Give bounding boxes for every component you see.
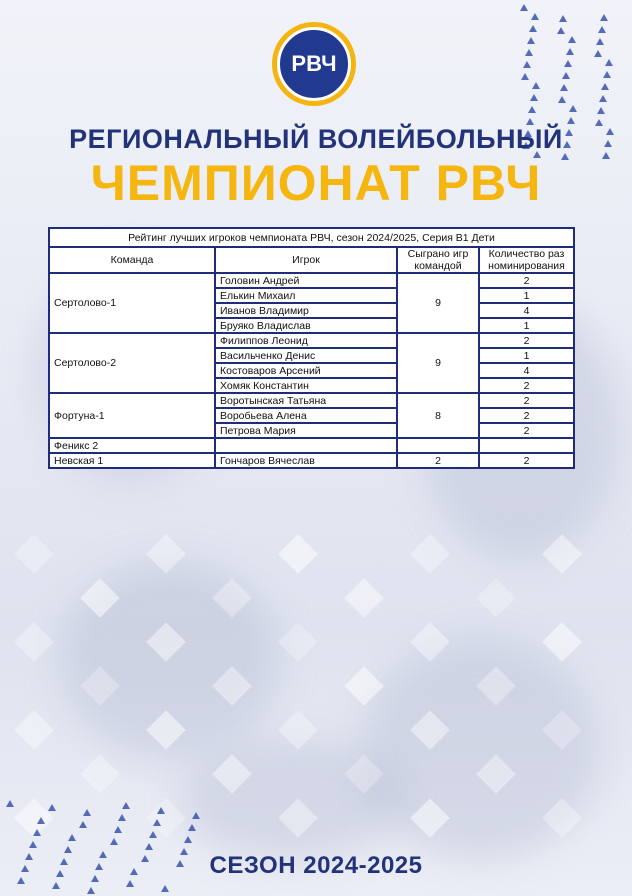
background-triangle bbox=[605, 59, 613, 66]
background-triangle bbox=[37, 817, 45, 824]
team-name: Невская 1 bbox=[49, 453, 215, 468]
background-triangle bbox=[525, 49, 533, 56]
games-played: 8 bbox=[397, 393, 479, 438]
background-triangle bbox=[145, 843, 153, 850]
background-triangle bbox=[557, 27, 565, 34]
background-triangle bbox=[601, 83, 609, 90]
background-triangle bbox=[531, 13, 539, 20]
table-row bbox=[49, 438, 574, 453]
games-played bbox=[397, 438, 479, 453]
background-triangle bbox=[560, 84, 568, 91]
nomination-count: 2 bbox=[479, 423, 574, 438]
player-name: Воробьева Алена bbox=[215, 408, 397, 423]
rating-table bbox=[48, 227, 575, 469]
rvch-logo bbox=[272, 22, 356, 106]
background-triangle bbox=[149, 831, 157, 838]
background-triangle bbox=[568, 36, 576, 43]
background-triangle bbox=[603, 71, 611, 78]
background-triangle bbox=[153, 819, 161, 826]
header-games: Сыграно игр командой bbox=[397, 247, 479, 273]
background-triangle bbox=[559, 15, 567, 22]
background-triangle bbox=[562, 72, 570, 79]
background-triangle bbox=[558, 96, 566, 103]
background-triangle bbox=[600, 14, 608, 21]
player-name: Бруяко Владислав bbox=[215, 318, 397, 333]
title-line-1: РЕГИОНАЛЬНЫЙ ВОЛЕЙБОЛЬНЫЙ bbox=[69, 124, 563, 154]
background-diamond bbox=[278, 534, 318, 574]
nomination-count: 4 bbox=[479, 303, 574, 318]
background-triangle bbox=[110, 838, 118, 845]
background-triangle bbox=[161, 885, 169, 892]
background-triangle bbox=[114, 826, 122, 833]
nomination-count: 1 bbox=[479, 318, 574, 333]
background-triangle bbox=[532, 82, 540, 89]
background-diamond bbox=[80, 754, 120, 794]
nomination-count: 2 bbox=[479, 273, 574, 288]
background-triangle bbox=[29, 841, 37, 848]
games-played: 2 bbox=[397, 453, 479, 468]
background-triangle bbox=[48, 804, 56, 811]
background-triangle bbox=[528, 106, 536, 113]
player-name bbox=[215, 438, 397, 453]
background-triangle bbox=[520, 4, 528, 11]
team-name: Сертолово-2 bbox=[49, 333, 215, 393]
nomination-count: 1 bbox=[479, 288, 574, 303]
table-row bbox=[49, 393, 574, 408]
games-played: 9 bbox=[397, 333, 479, 393]
nomination-count: 2 bbox=[479, 453, 574, 468]
background-triangle bbox=[122, 802, 130, 809]
nomination-count: 2 bbox=[479, 333, 574, 348]
background-triangle bbox=[126, 880, 134, 887]
background-triangle bbox=[83, 809, 91, 816]
background-triangle bbox=[597, 107, 605, 114]
background-triangle bbox=[184, 836, 192, 843]
background-triangle bbox=[68, 834, 76, 841]
background-diamond bbox=[410, 534, 450, 574]
table-row bbox=[49, 273, 574, 288]
player-name: Головин Андрей bbox=[215, 273, 397, 288]
background-triangle bbox=[596, 38, 604, 45]
background-triangle bbox=[598, 26, 606, 33]
background-triangle bbox=[79, 821, 87, 828]
player-name: Филиппов Леонид bbox=[215, 333, 397, 348]
background-diamond bbox=[14, 534, 54, 574]
header-player: Игрок bbox=[215, 247, 397, 273]
player-name: Гончаров Вячеслав bbox=[215, 453, 397, 468]
background-triangle bbox=[566, 48, 574, 55]
title-line-2: ЧЕМПИОНАТ РВЧ bbox=[90, 155, 542, 211]
player-name: Петрова Мария bbox=[215, 423, 397, 438]
header-count: Количество раз номинирования bbox=[479, 247, 574, 273]
nomination-count: 2 bbox=[479, 408, 574, 423]
background-triangle bbox=[530, 94, 538, 101]
background-diamond bbox=[278, 622, 318, 662]
background-triangle bbox=[527, 37, 535, 44]
background-triangle bbox=[52, 882, 60, 889]
team-name: Феникс 2 bbox=[49, 438, 215, 453]
background-diamond bbox=[14, 710, 54, 750]
header-team: Команда bbox=[49, 247, 215, 273]
background-diamond bbox=[14, 622, 54, 662]
background-triangle bbox=[567, 117, 575, 124]
nomination-count bbox=[479, 438, 574, 453]
background-triangle bbox=[599, 95, 607, 102]
background-triangle bbox=[594, 50, 602, 57]
logo-inner bbox=[277, 27, 351, 101]
background-triangle bbox=[188, 824, 196, 831]
team-name: Сертолово-1 bbox=[49, 273, 215, 333]
background-diamond bbox=[542, 622, 582, 662]
table-row bbox=[49, 333, 574, 348]
nomination-count: 2 bbox=[479, 378, 574, 393]
background-triangle bbox=[192, 812, 200, 819]
background-triangle bbox=[564, 60, 572, 67]
nomination-count: 2 bbox=[479, 393, 574, 408]
player-name: Елькин Михаил bbox=[215, 288, 397, 303]
background-triangle bbox=[529, 25, 537, 32]
player-name: Васильченко Денис bbox=[215, 348, 397, 363]
logo-text: РВЧ bbox=[291, 51, 337, 76]
background-triangle bbox=[33, 829, 41, 836]
background-triangle bbox=[6, 800, 14, 807]
background-triangle bbox=[87, 887, 95, 894]
games-played: 9 bbox=[397, 273, 479, 333]
player-name: Хомяк Константин bbox=[215, 378, 397, 393]
table-row bbox=[49, 453, 574, 468]
table-caption: Рейтинг лучших игроков чемпионата РВЧ, сезон 2024/2025, Серия B1 Дети bbox=[49, 228, 574, 247]
background-triangle bbox=[118, 814, 126, 821]
background-triangle bbox=[569, 105, 577, 112]
nomination-count: 1 bbox=[479, 348, 574, 363]
player-name: Воротынская Татьяна bbox=[215, 393, 397, 408]
player-name: Иванов Владимир bbox=[215, 303, 397, 318]
background-triangle bbox=[523, 61, 531, 68]
season-label: СЕЗОН 2024-2025 bbox=[209, 852, 423, 879]
team-name: Фортуна-1 bbox=[49, 393, 215, 438]
background-triangle bbox=[521, 73, 529, 80]
player-name: Костоваров Арсений bbox=[215, 363, 397, 378]
nomination-count: 4 bbox=[479, 363, 574, 378]
background-diamond bbox=[344, 578, 384, 618]
background-triangle bbox=[157, 807, 165, 814]
background-diamond bbox=[476, 578, 516, 618]
